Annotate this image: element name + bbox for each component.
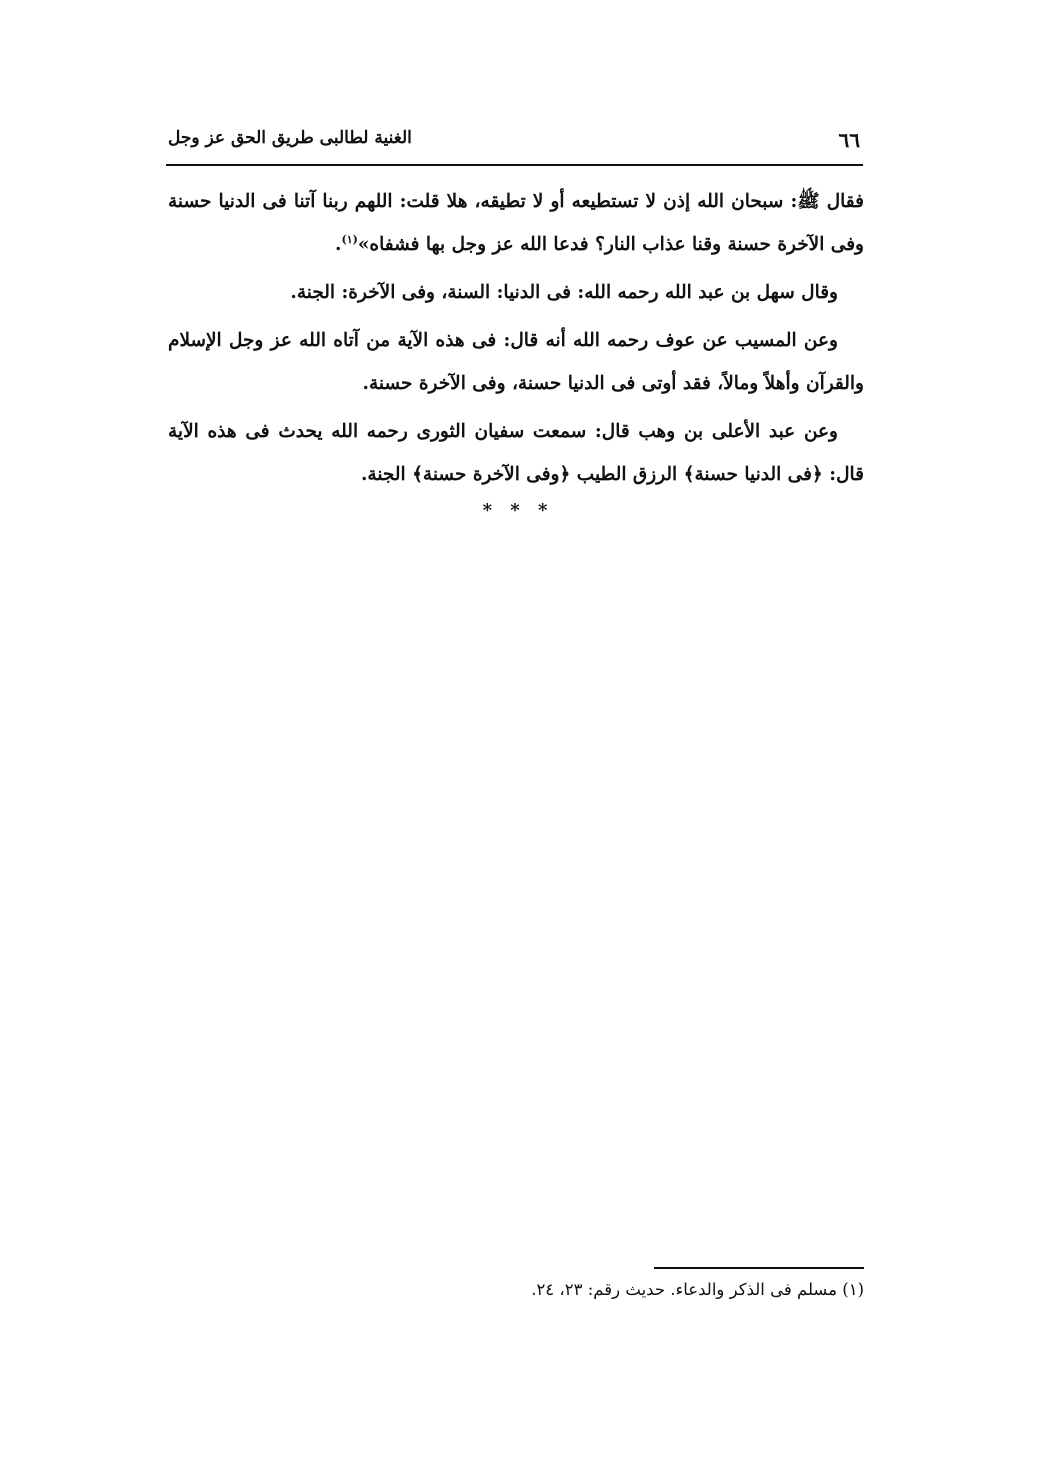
paragraph-4-part-2: الرزق الطيب [576,464,678,485]
paragraph-4 [168,410,864,496]
paragraph-1-end: . [335,234,342,255]
header-divider [166,164,863,166]
page-header [168,126,860,162]
running-title: الغنية لطالبى طريق الحق عز وجل [168,128,412,148]
footnote-divider [654,1267,864,1269]
paragraph-2-text: وقال سهل بن عبد الله رحمه الله: فى الدنيا: السنة، وفى الآخرة: الجنة. [290,282,838,303]
quran-quote-2: ﴿وفى الآخرة حسنة﴾ [412,464,571,485]
page-number: ٦٦ [838,128,860,152]
paragraph-1 [168,180,864,266]
section-separator: * * * [482,500,554,521]
footnote-reference[interactable]: (١) [341,232,358,246]
paragraph-2 [168,271,864,314]
footnote: (١) مسلم فى الذكر والدعاء. حديث رقم: ٢٣، ٢٤. [531,1280,864,1299]
paragraph-3-text: وعن المسيب عن عوف رحمه الله أنه قال: فى هذه الآية من آتاه الله عز وجل الإسلام والقرآن وأهلاً ومالاً، فقد أوتى فى الدنيا حسنة، وفى الآخرة حسنة. [168,330,864,394]
main-text [168,180,864,501]
quran-quote-1: ﴿فى الدنيا حسنة﴾ [683,464,823,485]
paragraph-1-text: فقال ﷺ: سبحان الله إذن لا تستطيعه أو لا تطيقه، هلا قلت: اللهم ربنا آتنا فى الدنيا حسنة وفى الآخرة حسنة وقنا عذاب النار؟ فدعا الله عز وجل بها فشفاه» [168,191,864,255]
paragraph-4-part-1: وعن عبد الأعلى بن وهب قال: سمعت سفيان الثورى رحمه الله يحدث فى هذه الآية قال: [168,421,864,485]
paragraph-3 [168,319,864,405]
paragraph-4-part-3: الجنة. [360,464,406,485]
